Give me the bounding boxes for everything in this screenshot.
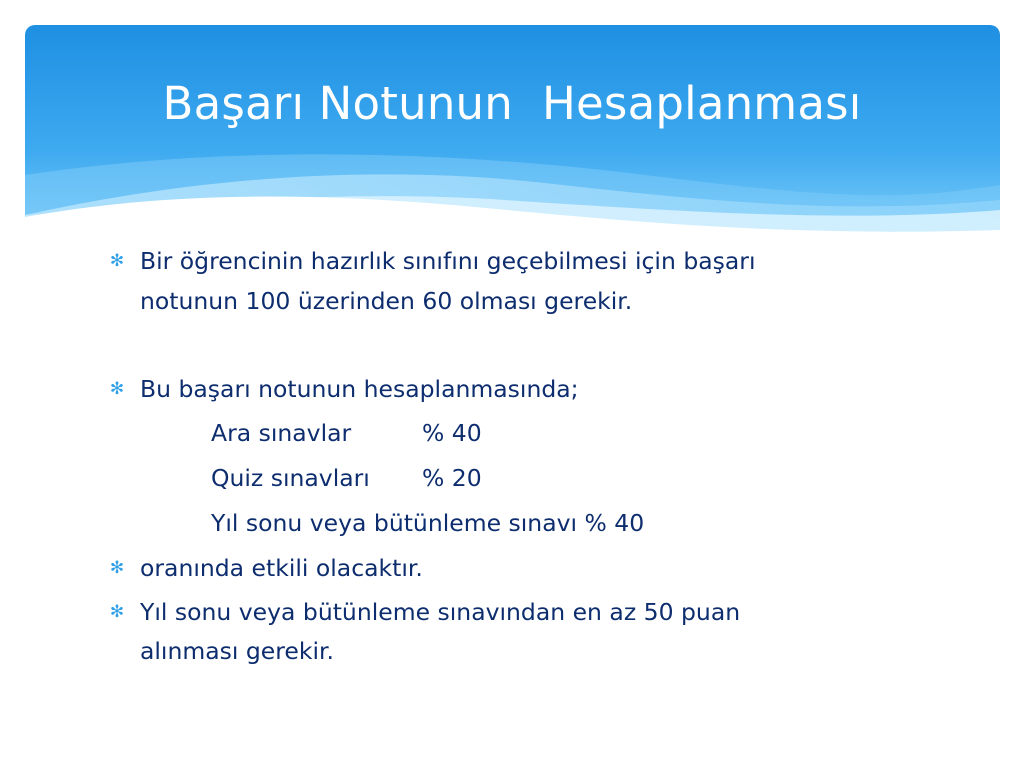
paragraph-2: Bu başarı notunun hesaplanmasında; [140,375,579,403]
asterisk-bullet-icon: ✻ [109,558,125,578]
weight-row [211,464,482,492]
weight-label: Yıl sonu veya bütünleme sınavı % 40 [211,509,645,537]
paragraph-4-line-1: Yıl sonu veya bütünleme sınavından en az 50 puan [140,598,741,626]
paragraph-1-line-2: notunun 100 üzerinden 60 olması gerekir. [140,287,633,315]
paragraph-3: oranında etkili olacaktır. [140,554,423,582]
asterisk-bullet-icon: ✻ [109,379,125,399]
weight-value: % 40 [422,419,482,447]
asterisk-bullet-icon: ✻ [109,251,125,271]
weight-row [211,509,644,537]
asterisk-bullet-icon: ✻ [109,602,125,622]
paragraph-1-line-1: Bir öğrencinin hazırlık sınıfını geçebilmesi için başarı [140,247,756,275]
weight-row [211,419,482,447]
weight-value: % 20 [422,464,482,492]
paragraph-4-line-2: alınması gerekir. [140,637,334,665]
slide-title: Başarı Notunun Hesaplanması [162,77,862,130]
weight-label: Quiz sınavları [211,464,370,492]
weight-label: Ara sınavlar [211,419,352,447]
